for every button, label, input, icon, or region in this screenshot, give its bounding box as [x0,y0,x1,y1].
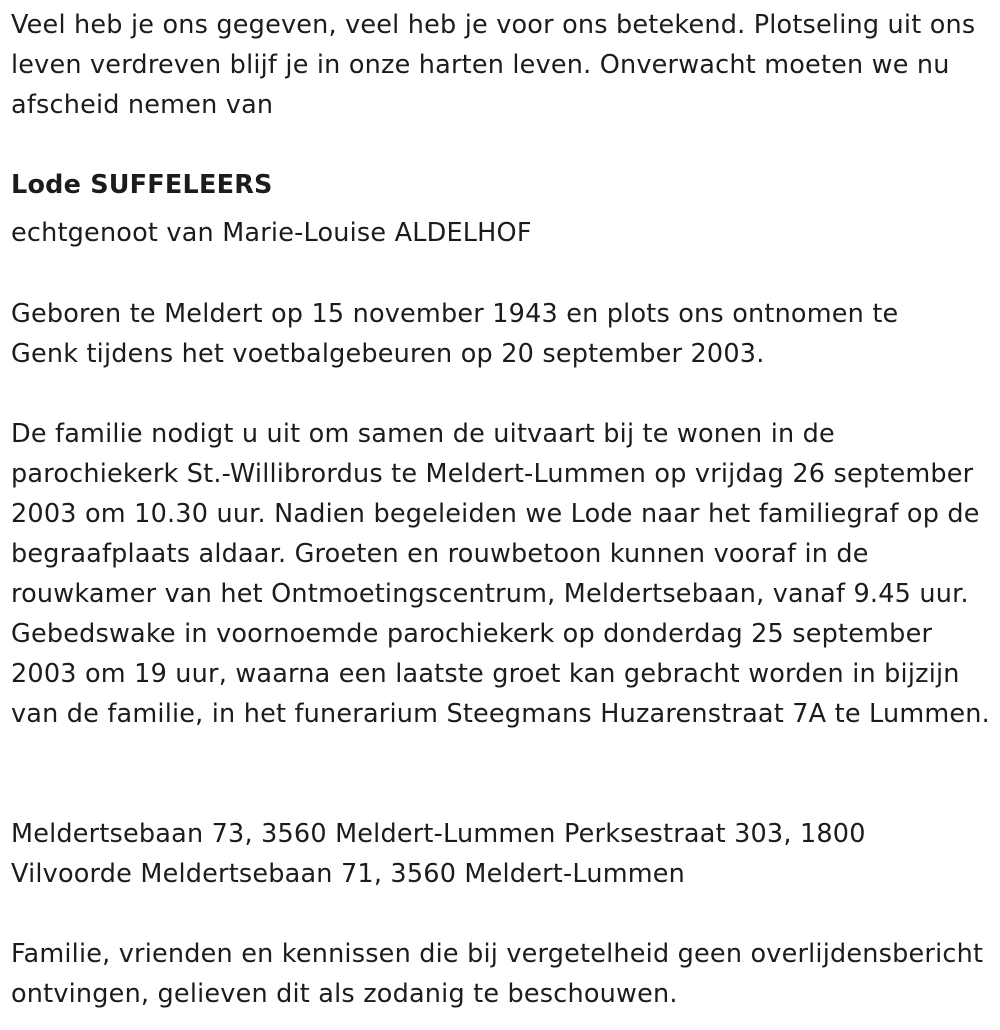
birth-paragraph: Geboren te Meldert op 15 november 1943 en plots ons ontnomen te Genk tijdens het voetbalgebeuren op 20 september 2003. [11,299,899,369]
addresses-paragraph: Meldertsebaan 73, 3560 Meldert-Lummen Perksestraat 303, 1800 Vilvoorde Meldertsebaan 71, 3560 Meldert-Lummen [11,819,866,889]
intro-paragraph: Veel heb je ons gegeven, veel heb je voor ons betekend. Plotseling uit ons leven verdreven blijf je in onze harten leven. Onverwacht moeten we nu afscheid nemen van [11,10,976,120]
closing-note: Familie, vrienden en kennissen die bij vergetelheid geen overlijdensbericht ontvingen, gelieven dit als zodanig te beschouwen. [11,939,984,1009]
spouse-line: echtgenoot van Marie-Louise ALDELHOF [11,218,532,248]
funeral-paragraph: De familie nodigt u uit om samen de uitvaart bij te wonen in de parochiekerk St.-Willibrordus te Meldert-Lummen op vrijdag 26 september 2003 om 10.30 uur. Nadien begeleiden we Lode naar het familiegraf op de begraafplaats aldaar. Groeten en rouwbetoon kunnen vooraf in de rouwkamer van het Ontmoetingscentrum, Meldertsebaan, vanaf 9.45 uur. Gebedswake in voornoemde parochiekerk op donderdag 25 september 2003 om 19 uur, waarna een laatste groet kan gebracht worden in bijzijn van de familie, in het funerarium Steegmans Huzarenstraat 7A te Lummen. [11,419,990,729]
deceased-name: Lode SUFFELEERS [11,170,273,200]
